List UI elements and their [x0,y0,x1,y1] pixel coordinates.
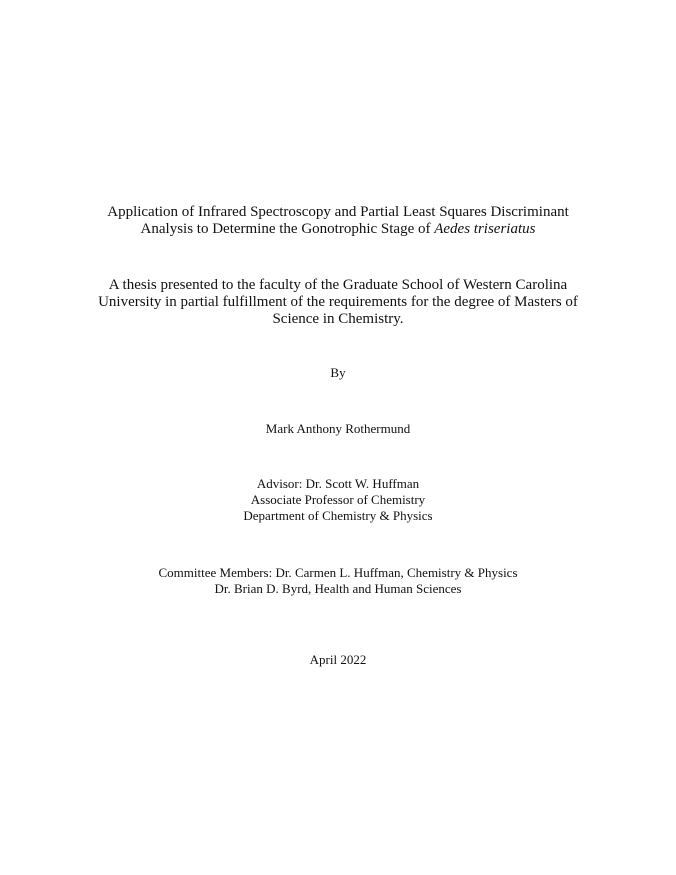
thesis-statement-line-1: A thesis presented to the faculty of the Graduate School of Western Carolina [108,277,568,293]
advisor-name: Advisor: Dr. Scott W. Huffman [256,476,420,491]
species-name: Aedes triseriatus [434,221,536,237]
thesis-statement-line-3: Science in Chemistry. [272,311,404,327]
thesis-statement-line-2: University in partial fulfillment of the requirements for the degree of Masters of [98,294,578,310]
by-label: By [330,365,346,380]
thesis-title-line-1: Application of Infrared Spectroscopy and Partial Least Squares Discriminant [107,204,569,220]
committee-block [60,565,616,597]
thesis-title-line-2 [60,221,616,238]
advisor-department: Department of Chemistry & Physics [243,508,433,523]
advisor-title: Associate Professor of Chemistry [250,492,426,507]
advisor-block [60,476,616,524]
thesis-title [60,204,616,238]
thesis-statement [60,277,616,328]
thesis-title-line-2-text: Analysis to Determine the Gonotrophic Stage of [140,221,435,237]
author-name: Mark Anthony Rothermund [265,421,411,436]
committee-member-1: Committee Members: Dr. Carmen L. Huffman, Chemistry & Physics [158,565,518,580]
submission-date: April 2022 [309,652,367,667]
committee-member-2: Dr. Brian D. Byrd, Health and Human Sciences [214,581,462,596]
